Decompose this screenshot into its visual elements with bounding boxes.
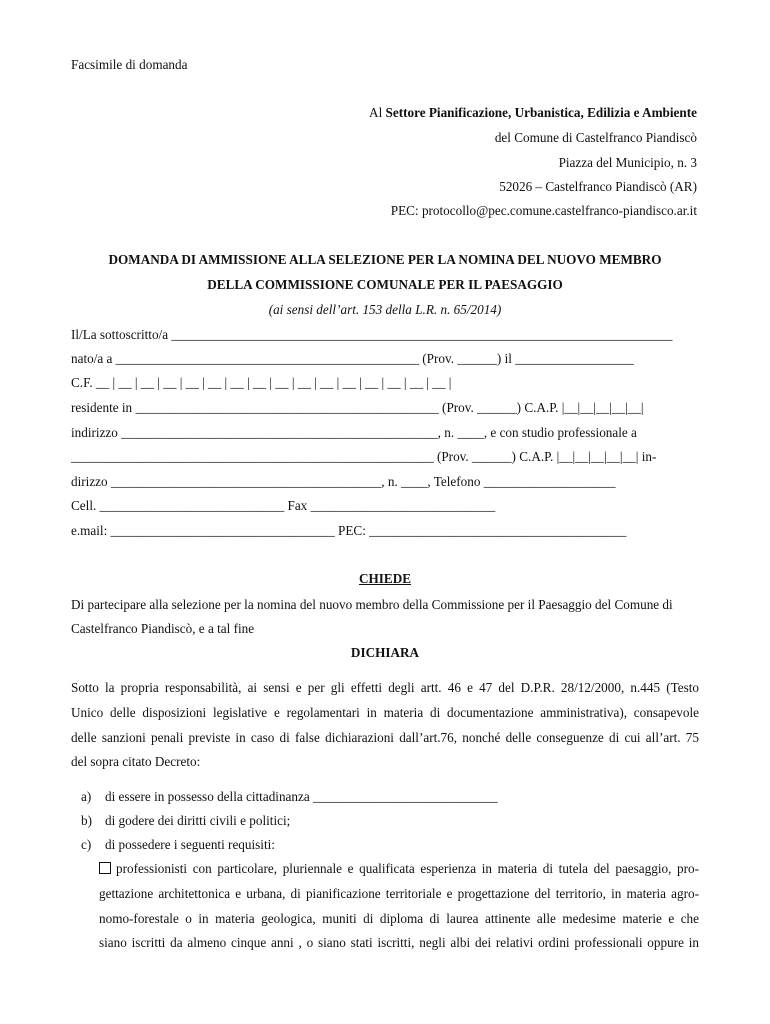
form-line-cell-fax[interactable]: Cell. ____________________________ Fax ____________________________: [71, 498, 496, 513]
dichiara-text-line-2: Unico delle disposizioni legislative e regolamentari in materia di documentazione amministrativa), consapevole: [71, 705, 699, 720]
requisito-checkbox[interactable]: [99, 862, 111, 874]
form-line-codice-fiscale[interactable]: C.F. __ | __ | __ | __ | __ | __ | __ | __ | __ | __ | __ | __ | __ | __ | __ | __ |: [71, 375, 452, 390]
list-item-text: di possedere i seguenti requisiti:: [105, 837, 275, 852]
addressee-line-3: 52026 – Castelfranco Piandiscò (AR): [499, 179, 697, 194]
form-line-email-pec[interactable]: e.mail: __________________________________ PEC: _______________________________________: [71, 523, 627, 538]
list-marker: b): [81, 813, 92, 828]
form-line-residente[interactable]: residente in ______________________________________________ (Prov. ______) C.A.P. |__|__|__|__|__|: [71, 400, 644, 415]
form-line-telefono[interactable]: dirizzo _________________________________________, n. ____, Telefono ____________________: [71, 474, 616, 489]
list-marker: c): [81, 837, 92, 852]
dichiara-heading: DICHIARA: [350, 645, 420, 660]
addressee-office-name: Settore Pianificazione, Urbanistica, Edilizia e Ambiente: [385, 105, 697, 120]
document-title-line-1: DOMANDA DI AMMISSIONE ALLA SELEZIONE PER LA NOMINA DEL NUOVO MEMBRO: [108, 252, 662, 267]
chiede-text-line-1: Di partecipare alla selezione per la nomina del nuovo membro della Commissione per il Paesaggio del Comune di: [71, 597, 673, 612]
dichiara-text-line-3: delle sanzioni penali previste in caso di false dichiarazioni dall’art.76, nonché delle conseguenze di cui all’art. 75: [71, 730, 699, 745]
addressee-prefix: Al: [369, 105, 386, 120]
addressee-office: [369, 105, 697, 121]
dichiara-text-line-1: Sotto la propria responsabilità, ai sensi e per gli effetti degli artt. 46 e 47 del D.P.R. 28/12/2000, n.445 (Testo: [71, 680, 699, 695]
list-item-text: di godere dei diritti civili e politici;: [105, 813, 291, 828]
form-line-indirizzo[interactable]: indirizzo ________________________________________________, n. ____, e con studio professionale a: [71, 425, 637, 440]
chiede-heading: CHIEDE: [358, 571, 412, 586]
list-item-text: di essere in possesso della cittadinanza ____________________________: [105, 789, 498, 804]
requisiti-line-3: nomo-forestale o in materia geologica, muniti di diploma di laurea attinente alle medesime materie e che: [99, 911, 699, 926]
list-item: [81, 813, 290, 829]
dichiara-text-line-4: del sopra citato Decreto:: [71, 754, 201, 769]
addressee-line-1: del Comune di Castelfranco Piandiscò: [494, 130, 697, 145]
requisiti-text: professionisti con particolare, pluriennale e qualificata esperienza in materia di tutela del paesaggio, pro-: [116, 861, 699, 876]
requisiti-line-4: siano iscritti da almeno cinque anni , o siano stati iscritti, negli albi dei relativi ordini professionali oppure in: [99, 935, 699, 950]
facsimile-label: Facsimile di domanda: [71, 57, 188, 72]
form-line-nato[interactable]: nato/a a ______________________________________________ (Prov. ______) il __________________: [71, 351, 634, 366]
chiede-text-line-2: Castelfranco Piandiscò, e a tal fine: [71, 621, 255, 636]
form-line-studio[interactable]: _______________________________________________________ (Prov. ______) C.A.P. |__|__|__|__|__| in-: [71, 449, 657, 464]
list-item: [81, 837, 275, 853]
addressee-line-2: Piazza del Municipio, n. 3: [558, 155, 697, 170]
document-title-line-2: DELLA COMMISSIONE COMUNALE PER IL PAESAGGIO: [207, 277, 563, 292]
list-marker: a): [81, 789, 92, 804]
document-subtitle: (ai sensi dell’art. 153 della L.R. n. 65/2014): [268, 302, 502, 317]
addressee-pec: PEC: protocollo@pec.comune.castelfranco-piandisco.ar.it: [390, 203, 697, 218]
list-item[interactable]: [81, 789, 498, 805]
requisiti-line-2: gettazione architettonica e urbana, di pianificazione territoriale e progettazione del territorio, in materia agro-: [99, 886, 699, 901]
form-line-sottoscritto[interactable]: Il/La sottoscritto/a ____________________________________________________________________________: [71, 327, 673, 342]
requisiti-line-1: [99, 861, 699, 877]
